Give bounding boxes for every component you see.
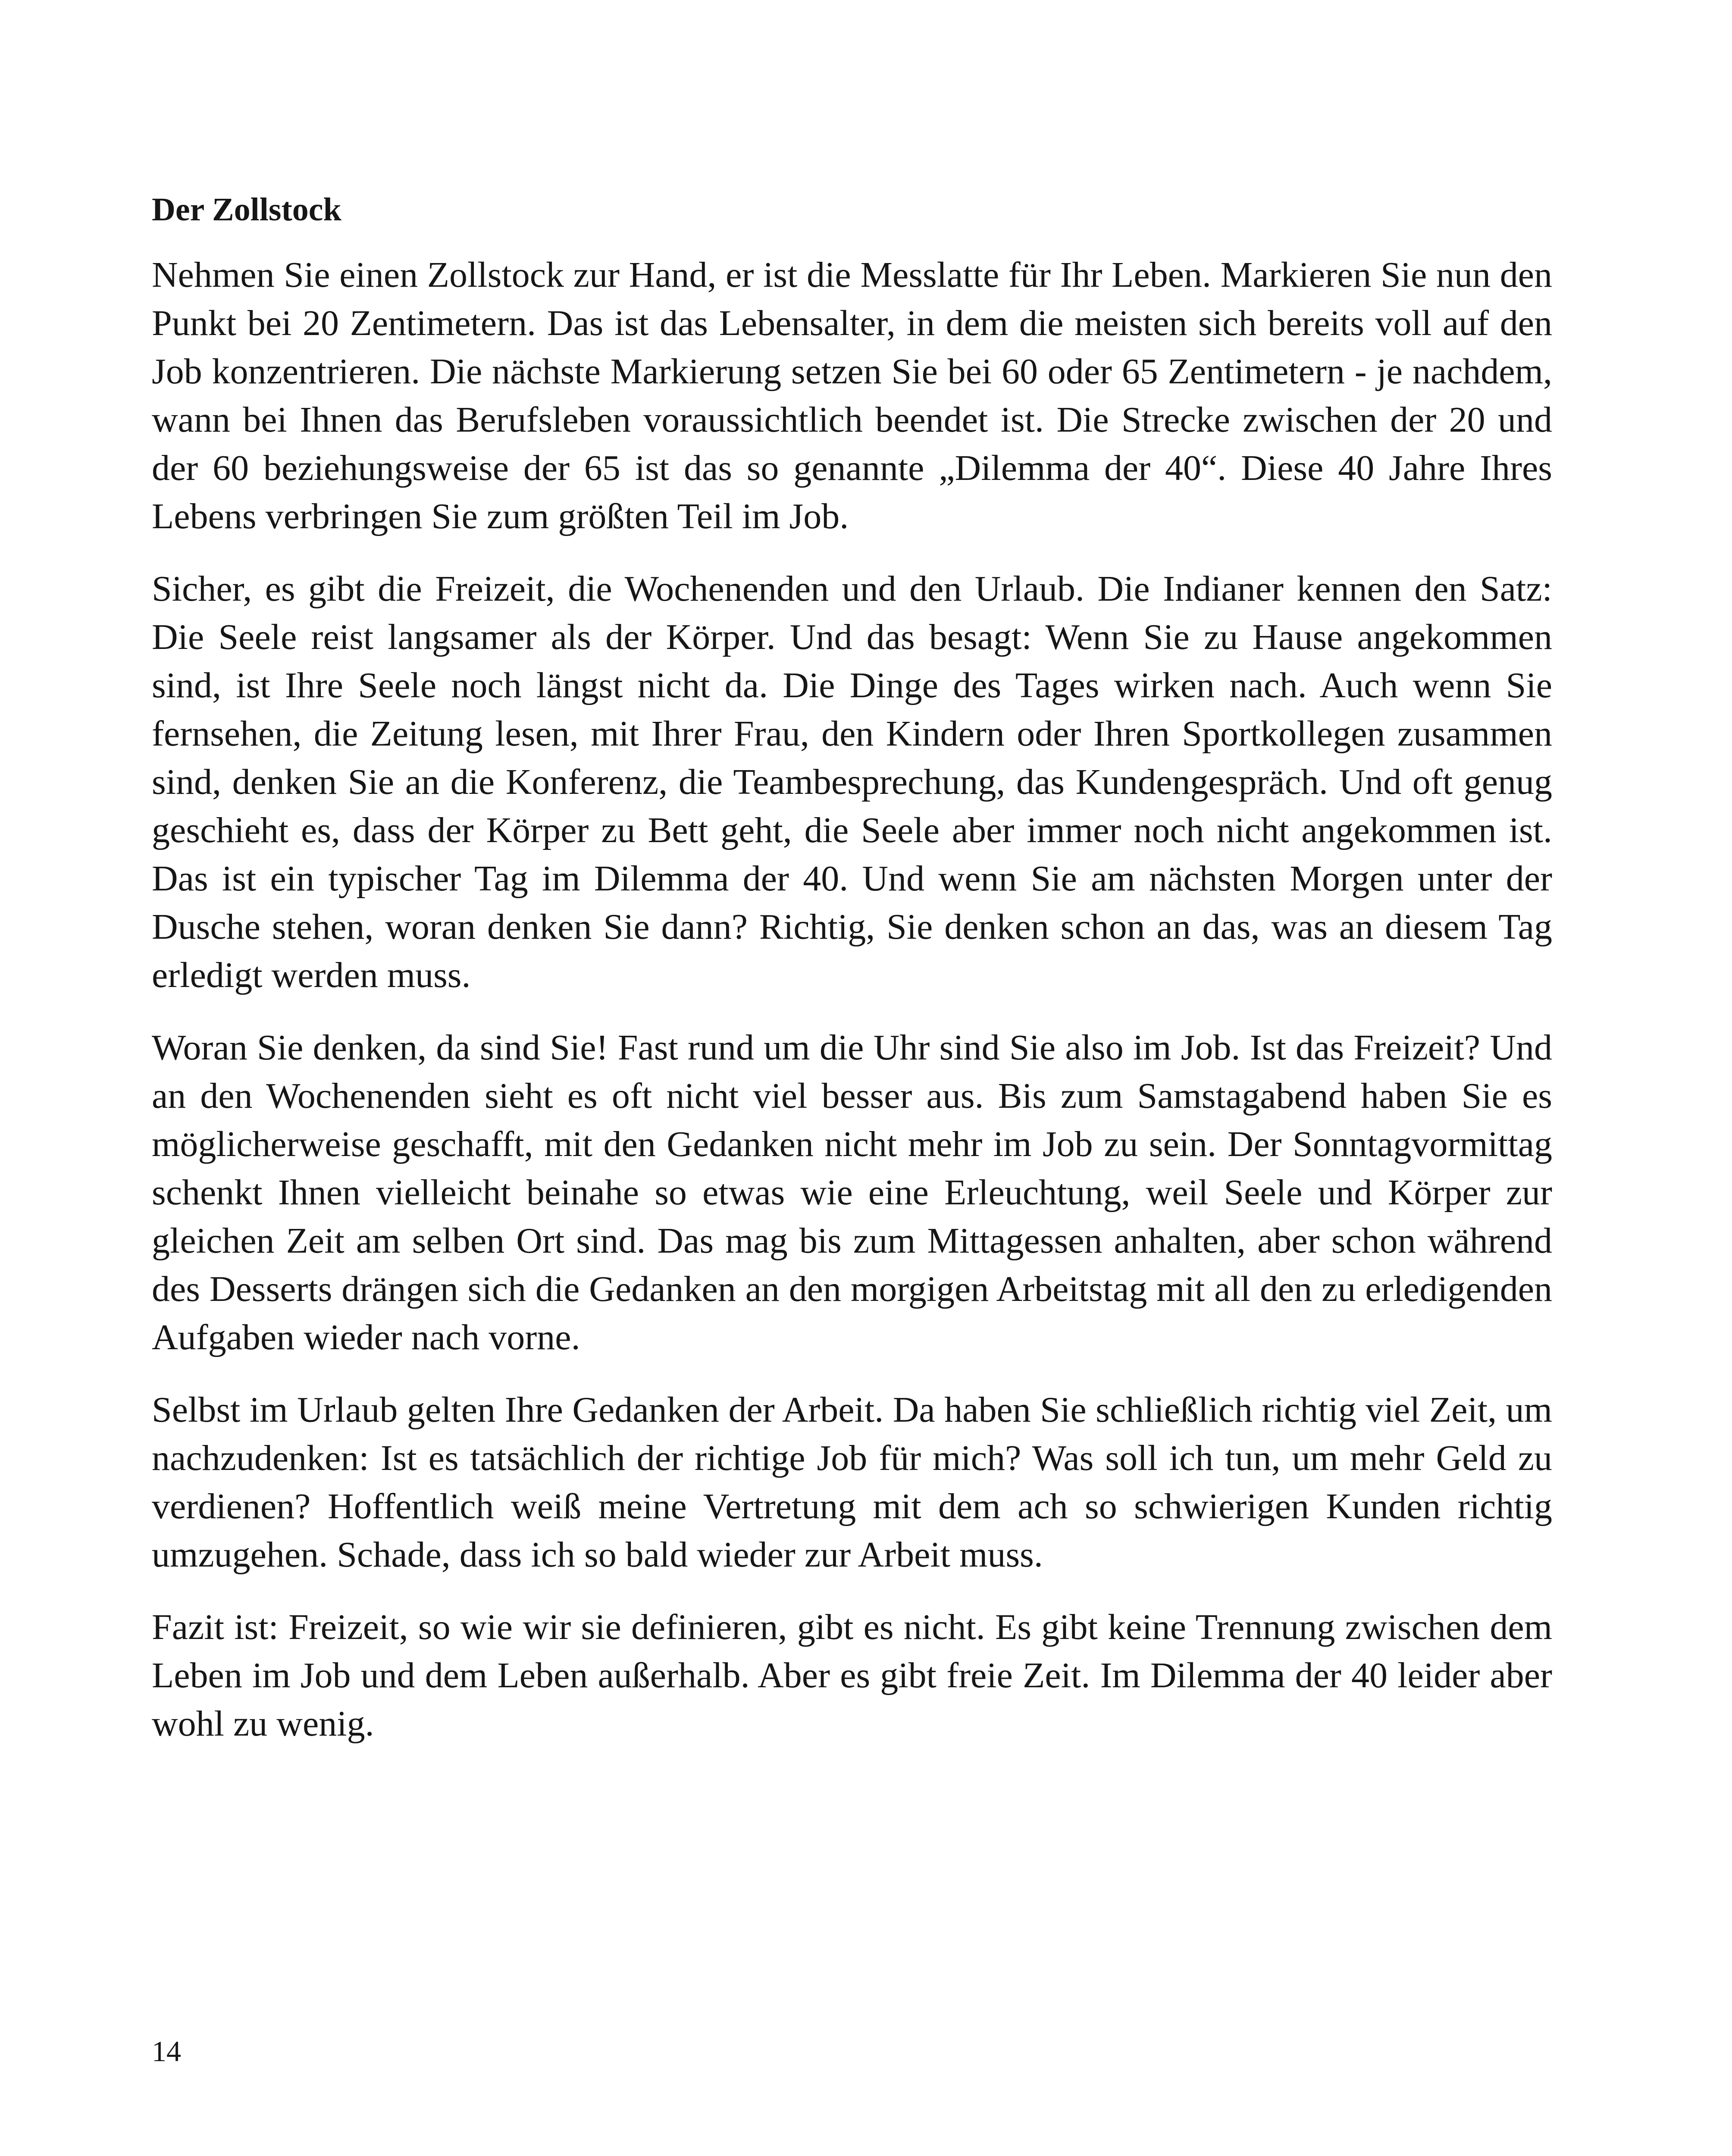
section-heading: Der Zollstock — [152, 191, 341, 228]
page-content — [152, 185, 1552, 1772]
paragraph-3: Woran Sie denken, da sind Sie! Fast rund um die Uhr sind Sie also im Job. Ist das Freizeit? Und an den Wochenenden sieht es oft nicht viel besser aus. Bis zum Samstagabend haben Sie es möglicherweise geschafft, mit den Gedanken nicht mehr im Job zu sein. Der Sonntagvormittag schenkt Ihnen vielleicht beinahe so etwas wie eine Erleuchtung, weil Seele und Körper zur gleichen Zeit am selben Ort sind. Das mag bis zum Mittagessen anhalten, aber schon während des Desserts drängen sich die Gedanken an den morgigen Arbeitstag mit all den zu erledigenden Aufgaben wieder nach vorne. — [152, 1028, 1552, 1357]
paragraph-2: Sicher, es gibt die Freizeit, die Wochenenden und den Urlaub. Die Indianer kennen den Satz: Die Seele reist langsamer als der Körper. Und das besagt: Wenn Sie zu Hause angekommen sind, ist Ihre Seele noch längst nicht da. Die Dinge des Tages wirken nach. Auch wenn Sie fernsehen, die Zeitung lesen, mit Ihrer Frau, den Kindern oder Ihren Sportkollegen zusammen sind, denken Sie an die Konferenz, die Teambesprechung, das Kundengespräch. Und oft genug geschieht es, dass der Körper zu Bett geht, die Seele aber immer noch nicht angekommen ist. Das ist ein typischer Tag im Dilemma der 40. Und wenn Sie am nächsten Morgen unter der Dusche stehen, woran denken Sie dann? Richtig, Sie denken schon an das, was an diesem Tag erledigt werden muss. — [152, 569, 1552, 995]
paragraph-4: Selbst im Urlaub gelten Ihre Gedanken der Arbeit. Da haben Sie schließlich richtig viel Zeit, um nachzudenken: Ist es tatsächlich der richtige Job für mich? Was soll ich tun, um mehr Geld zu verdienen? Hoffentlich weiß meine Vertretung mit dem ach so schwierigen Kunden richtig umzugehen. Schade, dass ich so bald wieder zur Arbeit muss. — [152, 1390, 1552, 1575]
page-number: 14 — [152, 2035, 181, 2068]
paragraph-1: Nehmen Sie einen Zollstock zur Hand, er ist die Messlatte für Ihr Leben. Markieren Sie nun den Punkt bei 20 Zentimetern. Das ist das Lebensalter, in dem die meisten sich bereits voll auf den Job konzentrieren. Die nächste Markierung setzen Sie bei 60 oder 65 Zentimetern - je nachdem, wann bei Ihnen das Berufsleben voraussichtlich beendet ist. Die Strecke zwischen der 20 und der 60 beziehungsweise der 65 ist das so genannte „Dilemma der 40“. Diese 40 Jahre Ihres Lebens verbringen Sie zum größten Teil im Job. — [152, 255, 1552, 536]
paragraph-5: Fazit ist: Freizeit, so wie wir sie definieren, gibt es nicht. Es gibt keine Trennung zwischen dem Leben im Job und dem Leben außerhalb. Aber es gibt freie Zeit. Im Dilemma der 40 leider aber wohl zu wenig. — [152, 1607, 1552, 1744]
